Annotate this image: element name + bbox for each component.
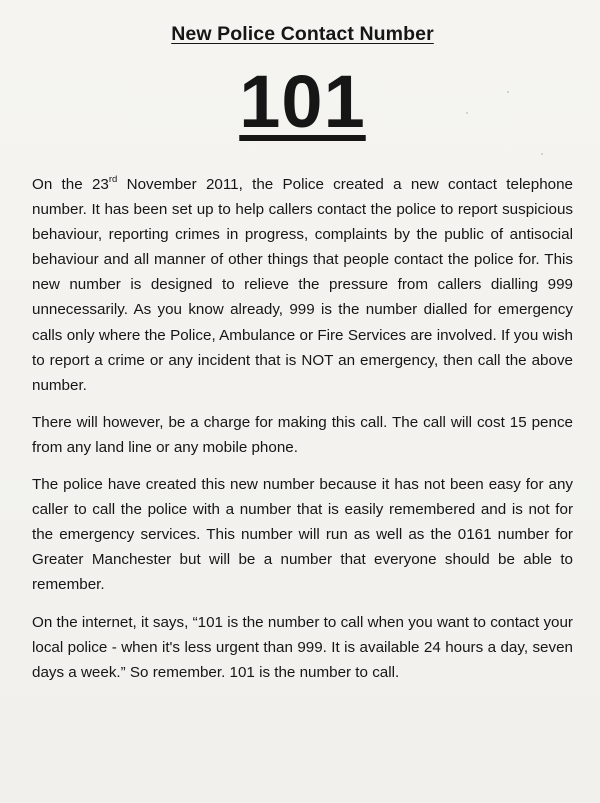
paper-speck: [541, 153, 543, 155]
paragraph-intro-rest: November 2011, the Police created a new contact telephone number. It has been set up to help callers contact the police to report suspicious behaviour, reporting crimes in progress, complaints by the public of antisocial behaviour and all manner of other things that people contact the police for. This new number is designed to relieve the pressure from callers dialling 999 unnecessarily. As you know already, 999 is the number dialled for emergency calls only where the Police, Ambulance or Fire Services are involved. If you wish to report a crime or any incident that is NOT an emergency, then call the above number.: [32, 176, 573, 394]
paragraph-charge: There will however, be a charge for making this call. The call will cost 15 pence from any land line or any mobile phone.: [32, 413, 573, 456]
paragraph-internet-quote: On the internet, it says, “101 is the number to call when you want to contact your local police - when it's less urgent than 999. It is available 24 hours a day, seven days a week.” So remember. 101 is the number to call.: [32, 613, 573, 681]
contact-number: 101: [239, 60, 366, 143]
paragraph-intro-start: On the 23: [32, 176, 109, 193]
paragraph-reason: The police have created this new number because it has not been easy for any caller to call the police with a number that is easily remembered and is not for the emergency services. This number will run as well as the 0161 number for Greater Manchester but will be a number that everyone should be able to remember.: [32, 476, 573, 594]
ordinal-suffix: rd: [108, 173, 118, 185]
body-text: [32, 172, 573, 685]
document-title: New Police Contact Number: [171, 23, 434, 45]
paper-speck: [507, 91, 509, 93]
paper-speck: [466, 112, 468, 114]
paragraph-intro: [32, 172, 573, 398]
